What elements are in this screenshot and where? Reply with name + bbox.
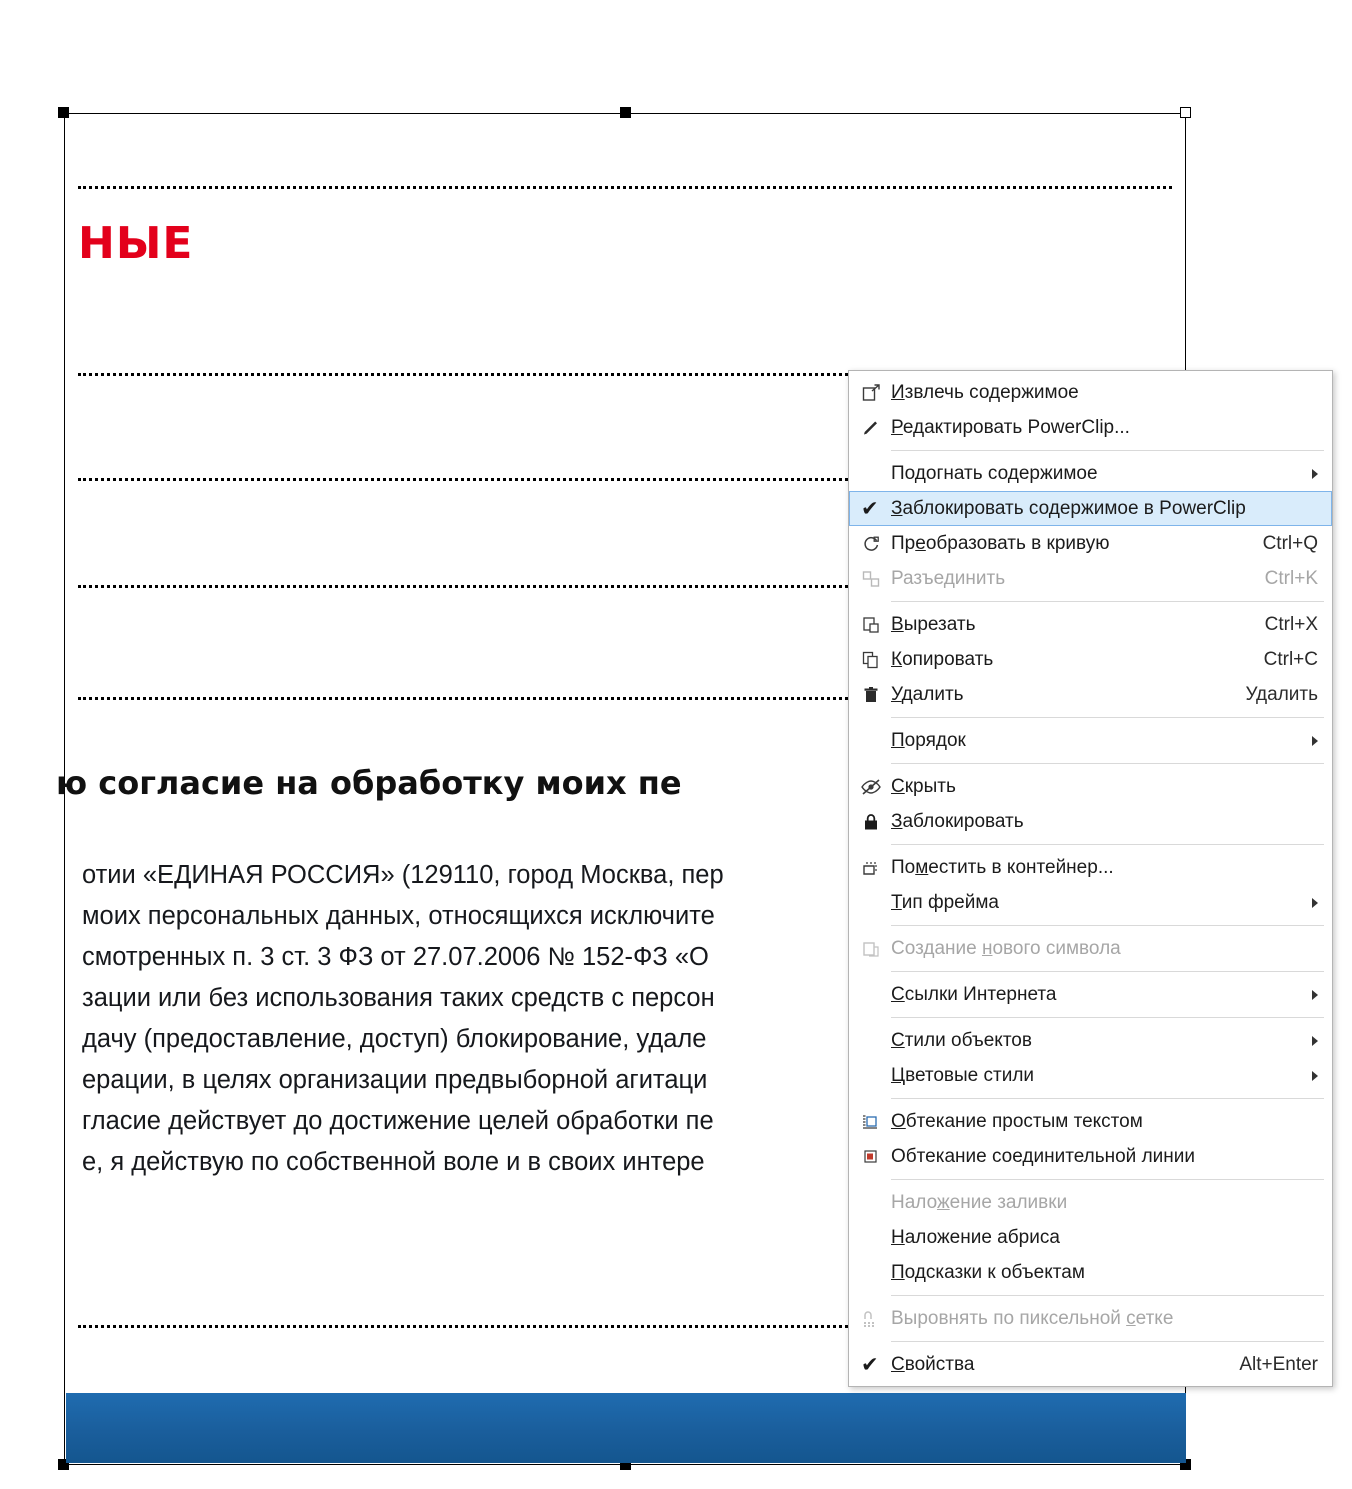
chevron-right-icon [1312,990,1318,1000]
guide-line [78,186,1172,189]
menu-item-lock-powerclip-content[interactable] [849,491,1332,526]
chevron-right-icon [1312,1036,1318,1046]
menu-item-label: Преобразовать в кривую [891,533,1110,554]
menu-item-label: Наложение заливки [891,1192,1068,1213]
menu-item-accel: Ctrl+Q [1262,532,1318,554]
menu-item-label: Порядок [891,730,966,751]
menu-item-label: Подогнать содержимое [891,463,1098,484]
wrap-connector-icon [858,1144,884,1170]
menu-item-convert-to-curve[interactable] [849,526,1332,561]
menu-separator [891,844,1324,845]
menu-item-label: Копировать [891,649,994,670]
body-line: ерации, в целях организации предвыборной агитаци [82,1066,708,1094]
menu-item-wrap-paragraph-text[interactable] [849,1104,1332,1139]
menu-item-color-styles[interactable] [849,1058,1332,1093]
hide-eye-icon [858,774,884,800]
body-line: дачу (предоставление, доступ) блокирование, удале [82,1025,707,1053]
document-heading-text: ю согласие на обработку моих пе [56,764,682,802]
menu-separator [891,1017,1324,1018]
body-line: гласие действует до достижение целей обработки пе [82,1107,714,1135]
menu-item-label: Свойства [891,1354,975,1375]
body-line: е, я действую по собственной воле и в своих интере [82,1148,705,1176]
menu-item-wrap-connector-line[interactable] [849,1139,1332,1174]
body-line: отии «ЕДИНАЯ РОССИЯ» (129110, город Москва, пер [82,861,724,889]
menu-item-frame-type[interactable] [849,885,1332,920]
menu-item-label: Обтекание соединительной линии [891,1146,1195,1167]
menu-item-accel: Ctrl+X [1264,613,1318,635]
body-line: смотренных п. 3 ст. 3 ФЗ от 27.07.2006 № 152-ФЗ «О [82,943,709,971]
menu-item-place-in-container[interactable] [849,850,1332,885]
menu-item-label: Тип фрейма [891,892,999,913]
pixel-grid-icon [858,1306,884,1332]
menu-item-edit-powerclip[interactable] [849,410,1332,445]
menu-item-lock[interactable] [849,804,1332,839]
menu-item-extract-content[interactable] [849,375,1332,410]
lock-icon [858,809,884,835]
menu-item-label: Обтекание простым текстом [891,1111,1143,1132]
menu-item-label: Создание нового символа [891,938,1121,959]
menu-item-label: Цветовые стили [891,1065,1035,1086]
menu-item-accel: Alt+Enter [1239,1353,1318,1375]
selection-handle-top-right[interactable] [1180,107,1191,118]
selection-handle-top-center[interactable] [620,107,631,118]
body-line: зации или без использования таких средств с персон [82,984,715,1012]
menu-item-label: Разъединить [891,568,1006,589]
chevron-right-icon [1312,469,1318,479]
menu-item-create-new-symbol [849,931,1332,966]
menu-separator [891,601,1324,602]
menu-item-label: Наложение абриса [891,1227,1060,1248]
check-icon: ✔ [861,497,879,520]
menu-item-order[interactable] [849,723,1332,758]
menu-item-label: Выровнять по пиксельной сетке [891,1308,1174,1329]
menu-separator [891,925,1324,926]
context-menu[interactable] [848,370,1333,1387]
menu-item-label: Заблокировать [891,811,1024,832]
wrap-text-icon [858,1109,884,1135]
menu-item-align-pixel-grid [849,1301,1332,1336]
document-footer-bar [66,1393,1186,1463]
menu-item-object-styles[interactable] [849,1023,1332,1058]
menu-item-hide[interactable] [849,769,1332,804]
chevron-right-icon [1312,1071,1318,1081]
menu-separator [891,450,1324,451]
menu-item-properties[interactable] [849,1347,1332,1382]
menu-item-label: Поместить в контейнер... [891,857,1114,878]
menu-item-label: Подсказки к объектам [891,1262,1085,1283]
menu-separator [891,971,1324,972]
menu-item-internet-links[interactable] [849,977,1332,1012]
menu-item-object-hints[interactable] [849,1255,1332,1290]
pencil-icon [858,415,884,441]
menu-item-label: Заблокировать содержимое в PowerClip [891,498,1246,519]
menu-item-label: Скрыть [891,776,956,797]
menu-separator [891,763,1324,764]
cut-icon [858,612,884,638]
symbol-icon [858,936,884,962]
menu-separator [891,1341,1324,1342]
menu-item-label: Ссылки Интернета [891,984,1057,1005]
convert-curve-icon [858,531,884,557]
copy-icon [858,647,884,673]
chevron-right-icon [1312,736,1318,746]
selection-handle-top-left[interactable] [58,107,69,118]
menu-item-fit-content[interactable] [849,456,1332,491]
menu-item-accel: Ctrl+K [1264,567,1318,589]
trash-icon [858,682,884,708]
menu-item-label: Стили объектов [891,1030,1032,1051]
menu-separator [891,1179,1324,1180]
menu-item-accel: Ctrl+C [1263,648,1318,670]
document-title-text: НЫЕ [78,218,194,269]
menu-item-overprint-outline[interactable] [849,1220,1332,1255]
menu-item-cut[interactable] [849,607,1332,642]
extract-icon [858,380,884,406]
menu-item-label: Извлечь содержимое [891,382,1079,403]
menu-item-overprint-fill [849,1185,1332,1220]
menu-separator [891,1295,1324,1296]
menu-separator [891,1098,1324,1099]
menu-separator [891,717,1324,718]
menu-item-label: Удалить [891,684,964,705]
menu-item-accel: Удалить [1245,683,1318,705]
menu-item-copy[interactable] [849,642,1332,677]
menu-item-label: Редактировать PowerClip... [891,417,1130,438]
break-apart-icon [858,566,884,592]
chevron-right-icon [1312,898,1318,908]
menu-item-delete[interactable] [849,677,1332,712]
container-icon [858,855,884,881]
body-line: моих персональных данных, относящихся исключите [82,902,715,930]
menu-item-label: Вырезать [891,614,976,635]
menu-item-break-apart [849,561,1332,596]
check-icon: ✔ [861,1353,879,1376]
